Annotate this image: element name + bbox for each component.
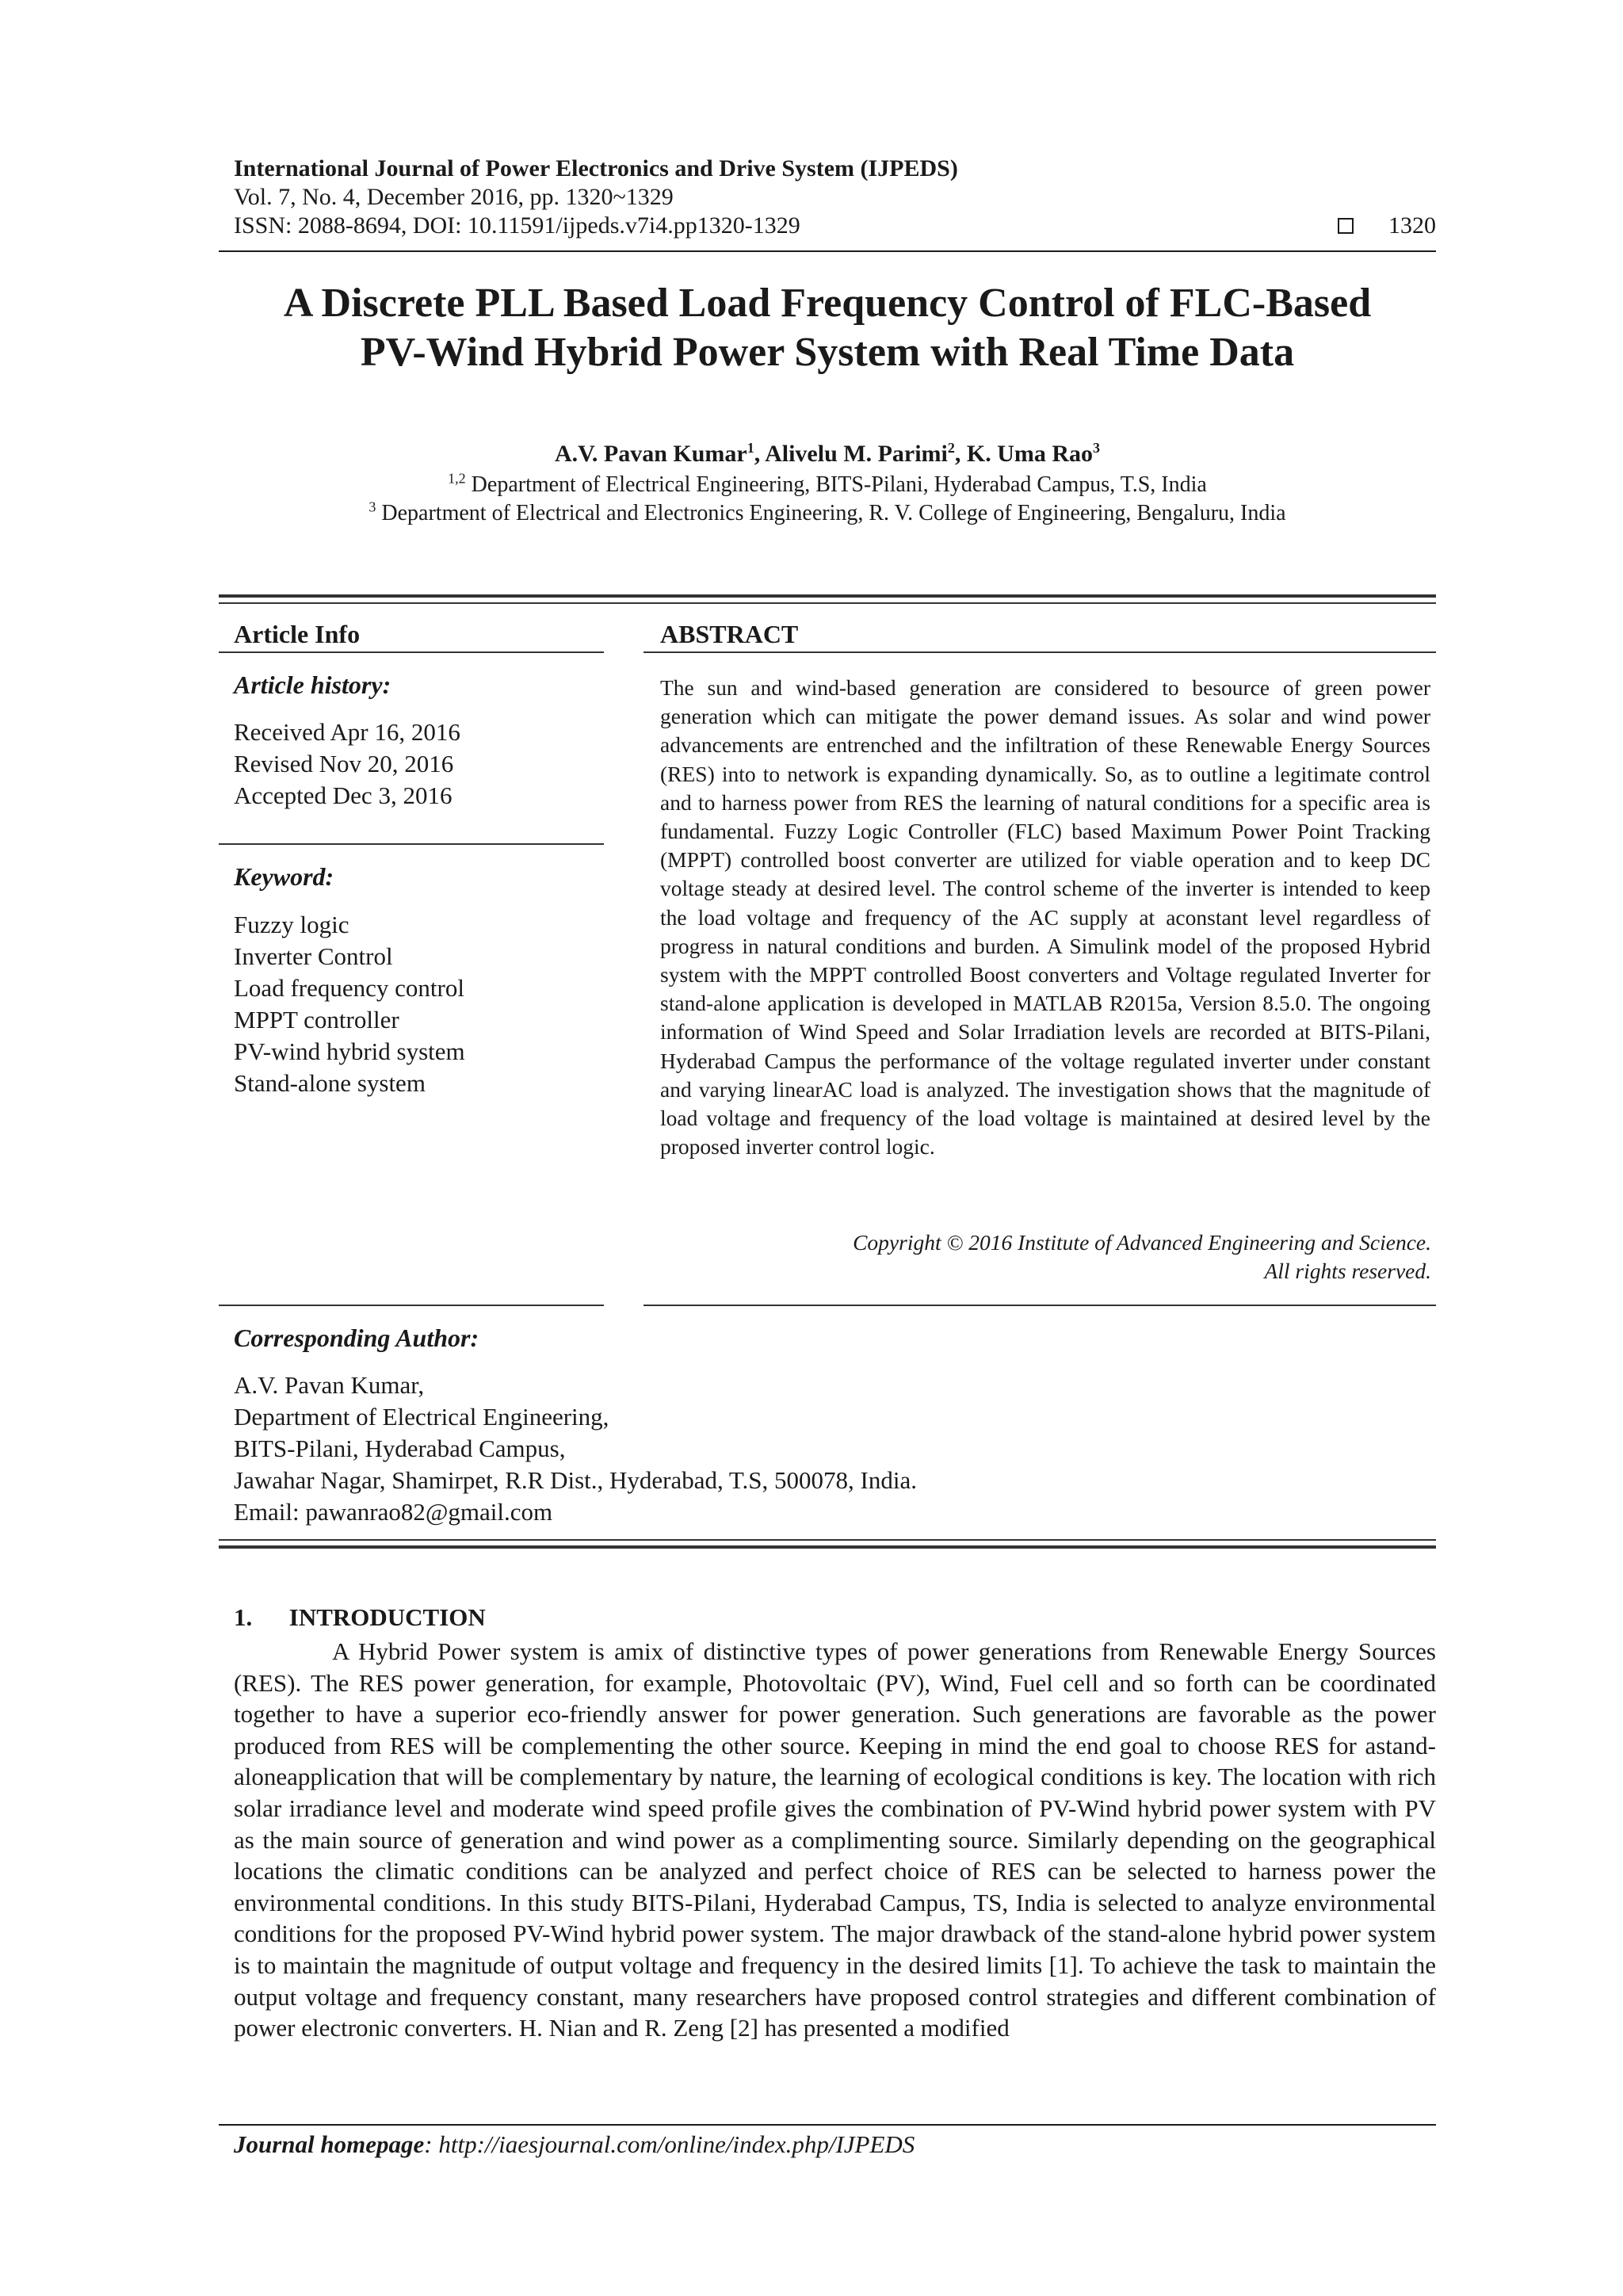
intro-text: A Hybrid Power system is amix of distinctive types of power generations from Renewable Energy Sources (RES). The RES power generation, for example, Photovoltaic (PV), Wind, Fuel cell and so forth can be coordinated together to have a superior eco-friendly answer for power generation. Such generations are favorable as the power produced from RES will be complementing the other source. Keeping in mind the end goal to choose RES for astand-aloneapplication that will be complementary by nature, the learning of ecological conditions is key. The location with rich solar irradiance level and moderate wind speed profile gives the combination of PV-Wind hybrid power system with PV as the main source of generation and wind power as a complimenting source. Similarly depending on the geographical locations the climatic conditions can be analyzed and perfect choice of RES can be selected to harness power the environmental conditions. In this study BITS-Pilani, Hyderabad Campus, TS, India is selected to analyze environmental conditions for the proposed PV-Wind hybrid power system. The major drawback of the stand-alone hybrid power system is to maintain the magnitude of output voltage and frequency in the desired limits [1]. To achieve the task to maintain the output voltage and frequency constant, many researchers have proposed control strategies and different combination of power electronic converters. H. Nian and R. Zeng [2] has presented a modified xyxy=(234,1637,1436,2042)
corresponding-rule-2 xyxy=(219,1545,1436,1549)
journal-homepage xyxy=(234,2130,915,2159)
affiliation-2 xyxy=(219,501,1436,526)
abstract-bottom-rule xyxy=(643,1305,1436,1306)
article-history-heading: Article history: xyxy=(234,670,391,699)
keyword-item: Load frequency control xyxy=(234,974,464,1002)
info-top-rule-2 xyxy=(219,602,1436,604)
keyword-item: Fuzzy logic xyxy=(234,911,349,938)
corresponding-line: Jawahar Nagar, Shamirpet, R.R Dist., Hyderabad, T.S, 500078, India. xyxy=(234,1466,917,1494)
keyword-rule xyxy=(219,843,604,845)
paper-title xyxy=(219,279,1436,377)
author-3: , K. Uma Rao xyxy=(954,441,1094,467)
corresponding-heading: Corresponding Author: xyxy=(234,1324,479,1352)
abstract-heading: ABSTRACT xyxy=(660,620,799,648)
keyword-item: Inverter Control xyxy=(234,942,393,970)
volume-info: Vol. 7, No. 4, December 2016, pp. 1320~1329 xyxy=(234,184,674,210)
affiliation-2-text: Department of Electrical and Electronics Engineering, R. V. College of Engineering, Bengaluru, India xyxy=(376,501,1286,525)
author-2: , Alivelu M. Parimi xyxy=(754,441,948,467)
author-3-sup: 3 xyxy=(1093,440,1101,456)
corresponding-rule xyxy=(219,1539,1436,1541)
keyword-heading: Keyword: xyxy=(234,862,334,891)
author-1-sup: 1 xyxy=(747,440,754,456)
author-2-sup: 2 xyxy=(947,440,955,456)
title-line-1: A Discrete PLL Based Load Frequency Control of FLC-Based xyxy=(283,281,1372,326)
title-line-2: PV-Wind Hybrid Power System with Real Time Data xyxy=(360,330,1295,375)
intro-heading: 1. INTRODUCTION xyxy=(234,1603,486,1631)
keyword-item: PV-wind hybrid system xyxy=(234,1037,465,1065)
abstract-rule xyxy=(643,651,1436,653)
issn-doi: ISSN: 2088-8694, DOI: 10.11591/ijpeds.v7i4.pp1320-1329 xyxy=(234,212,800,239)
square-box-icon xyxy=(1338,218,1354,234)
article-info-rule xyxy=(219,651,604,653)
author-1: A.V. Pavan Kumar xyxy=(554,441,747,467)
affiliation-1 xyxy=(219,472,1436,498)
keyword-item: MPPT controller xyxy=(234,1006,399,1033)
affiliation-1-sup: 1,2 xyxy=(448,470,466,487)
journal-name: International Journal of Power Electronics and Drive System (IJPEDS) xyxy=(234,155,958,181)
copyright-line-2: All rights reserved. xyxy=(1264,1259,1431,1283)
abstract-text: The sun and wind-based generation are considered to besource of green power generation which can mitigate the power demand issues. As solar and wind power advancements are entrenched and the infiltration of these Renewable Energy Sources (RES) into to network is expanding dynamically. So, as to outline a legitimate control and to harness power from RES the learning of natural conditions for a specific area is fundamental. Fuzzy Logic Controller (FLC) based Maximum Power Point Tracking (MPPT) controlled boost converter are utilized for viable operation and to keep DC voltage steady at desired level. The control scheme of the inverter is intended to keep the load voltage and frequency of the AC supply at aconstant level regardless of progress in natural conditions and burden. A Simulink model of the proposed Hybrid system with the MPPT controlled Boost converters and Voltage regulated Inverter for stand-alone application is developed in MATLAB R2015a, Version 8.5.0. The ongoing information of Wind Speed and Solar Irradiation levels are recorded at BITS-Pilani, Hyderabad Campus the performance of the voltage regulated inverter under constant and varying linearAC load is analyzed. The investigation shows that the magnitude of load voltage and frequency of the load voltage is maintained at desired level by the proposed inverter control logic. xyxy=(660,675,1430,1159)
corresponding-line: BITS-Pilani, Hyderabad Campus, xyxy=(234,1435,566,1462)
keyword-item: Stand-alone system xyxy=(234,1069,426,1097)
received-date: Received Apr 16, 2016 xyxy=(234,718,460,746)
copyright-line-1: Copyright © 2016 Institute of Advanced Engineering and Science. xyxy=(853,1230,1431,1255)
affiliation-1-text: Department of Electrical Engineering, BITS-Pilani, Hyderabad Campus, T.S, India xyxy=(465,472,1207,497)
accepted-date: Accepted Dec 3, 2016 xyxy=(234,781,453,809)
info-bottom-rule xyxy=(219,1305,604,1306)
author-list xyxy=(219,441,1436,468)
page-number-group xyxy=(1338,212,1436,239)
page-number: 1320 xyxy=(1388,212,1436,239)
revised-date: Revised Nov 20, 2016 xyxy=(234,750,454,777)
corresponding-email[interactable]: Email: pawanrao82@gmail.com xyxy=(234,1498,553,1526)
footer-rule xyxy=(219,2124,1436,2126)
intro-paragraph xyxy=(234,1636,1436,2044)
article-info-heading: Article Info xyxy=(234,620,361,648)
homepage-label: Journal homepage xyxy=(234,2130,425,2158)
affiliation-2-sup: 3 xyxy=(369,499,376,515)
corresponding-line: Department of Electrical Engineering, xyxy=(234,1403,609,1431)
homepage-url[interactable]: : http://iaesjournal.com/online/index.php/IJPEDS xyxy=(424,2130,915,2158)
header-rule xyxy=(219,250,1436,252)
corresponding-line: A.V. Pavan Kumar, xyxy=(234,1371,425,1399)
info-top-rule xyxy=(219,594,1436,598)
